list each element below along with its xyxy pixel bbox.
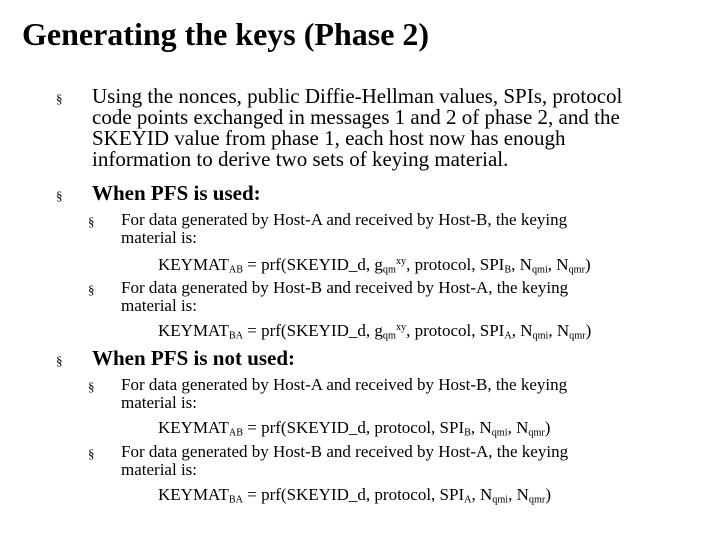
- formula-spi-subscript: A: [504, 330, 512, 342]
- pfs-not-used-item-ba: [121, 443, 568, 479]
- formula-nonce-subscript: qmi: [532, 330, 549, 342]
- formula-text: , protocol, SPI: [406, 321, 505, 340]
- formula-nonce-subscript: qmi: [531, 264, 548, 276]
- formula-text: = prf(SKEYID_d, protocol, SPI: [243, 485, 465, 504]
- bullet-icon: §: [88, 214, 95, 229]
- bullet-icon: §: [56, 188, 63, 203]
- formula-lhs: KEYMAT: [158, 485, 229, 504]
- formula-lhs-subscript: AB: [228, 264, 243, 276]
- item-text-line: For data generated by Host-A and received by Host-B, the keying: [121, 210, 568, 229]
- formula-text: , N: [508, 485, 529, 504]
- keymat-ab-formula: [158, 256, 591, 274]
- formula-nonce-subscript: qmr: [568, 264, 585, 276]
- bullet-icon: §: [88, 446, 95, 461]
- item-text-line: For data generated by Host-B and received by Host-A, the keying: [121, 442, 569, 461]
- intro-paragraph: [92, 86, 622, 170]
- formula-lhs-subscript: BA: [228, 494, 243, 506]
- bullet-icon: §: [88, 282, 95, 297]
- formula-text: ): [544, 418, 551, 437]
- keymat-ab-formula: [158, 419, 550, 437]
- formula-text: , N: [470, 418, 492, 437]
- formula-lhs: KEYMAT: [158, 418, 229, 437]
- pfs-not-used-heading: When PFS is not used:: [92, 346, 296, 370]
- formula-nonce-subscript: qmr: [569, 330, 586, 342]
- formula-lhs-subscript: BA: [228, 330, 243, 342]
- formula-text: , protocol, SPI: [406, 255, 505, 274]
- item-text-line: material is:: [121, 228, 198, 247]
- formula-g-superscript: xy: [395, 255, 407, 267]
- bullet-icon: §: [56, 91, 63, 106]
- bullet-icon: §: [88, 379, 95, 394]
- formula-text: , N: [471, 485, 493, 504]
- formula-lhs: KEYMAT: [158, 321, 229, 340]
- item-text-line: For data generated by Host-B and received by Host-A, the keying: [121, 278, 569, 297]
- formula-g-subscript: qm: [382, 264, 396, 276]
- pfs-used-item-ba: [121, 279, 568, 315]
- pfs-used-item-ab: [121, 211, 567, 247]
- item-text-line: material is:: [121, 460, 198, 479]
- formula-text: ): [545, 485, 551, 504]
- keymat-ba-formula: [158, 486, 551, 504]
- keymat-ba-formula: [158, 322, 591, 340]
- intro-line: Using the nonces, public Diffie-Hellman values, SPIs, protocol: [92, 84, 623, 108]
- formula-text: , N: [547, 255, 569, 274]
- formula-text: , N: [507, 418, 529, 437]
- formula-nonce-subscript: qmi: [492, 494, 509, 506]
- slide-title: Generating the keys (Phase 2): [22, 16, 430, 52]
- formula-spi-subscript: B: [464, 427, 471, 439]
- formula-text: ): [585, 255, 591, 274]
- pfs-used-heading: When PFS is used:: [92, 181, 261, 205]
- intro-line: code points exchanged in messages 1 and 2 of phase 2, and the: [92, 105, 620, 129]
- item-text-line: material is:: [121, 393, 198, 412]
- intro-line: SKEYID value from phase 1, each host now has enough: [92, 126, 566, 150]
- formula-nonce-subscript: qmr: [528, 494, 546, 506]
- formula-text: , N: [548, 321, 570, 340]
- formula-text: ): [585, 321, 592, 340]
- formula-nonce-subscript: qmr: [528, 427, 545, 439]
- formula-g-superscript: xy: [395, 321, 407, 333]
- formula-text: = prf(SKEYID_d, g: [243, 255, 383, 274]
- formula-spi-subscript: B: [504, 264, 512, 276]
- formula-spi-subscript: A: [464, 494, 472, 506]
- item-text-line: For data generated by Host-A and received by Host-B, the keying: [121, 375, 568, 394]
- item-text-line: material is:: [121, 296, 198, 315]
- intro-line: information to derive two sets of keying material.: [92, 147, 509, 171]
- pfs-not-used-item-ab: [121, 376, 567, 412]
- formula-g-subscript: qm: [382, 330, 396, 342]
- formula-text: = prf(SKEYID_d, g: [243, 321, 383, 340]
- formula-nonce-subscript: qmi: [491, 427, 508, 439]
- formula-lhs-subscript: AB: [228, 427, 243, 439]
- formula-text: , N: [511, 321, 533, 340]
- formula-lhs: KEYMAT: [158, 255, 229, 274]
- formula-text: = prf(SKEYID_d, protocol, SPI: [243, 418, 465, 437]
- bullet-icon: §: [56, 353, 63, 368]
- formula-text: , N: [511, 255, 532, 274]
